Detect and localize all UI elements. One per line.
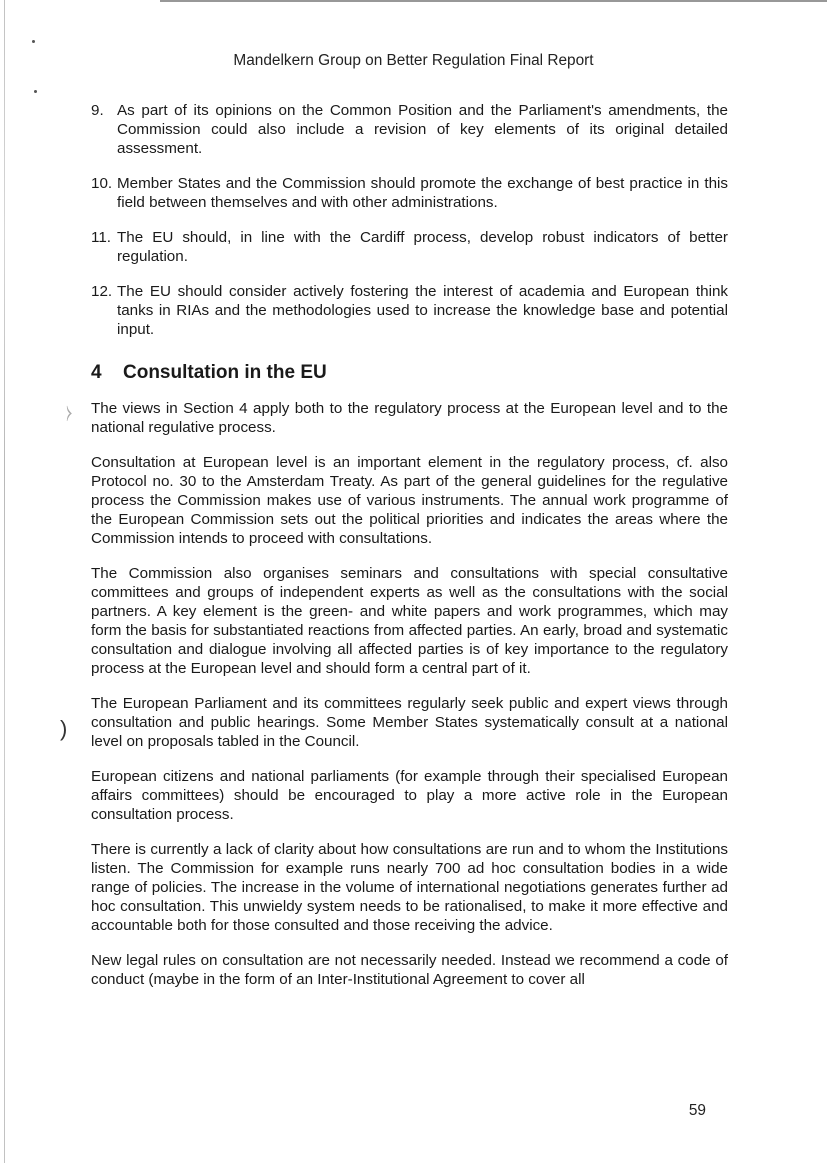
scan-edge-top [160,0,827,2]
scan-speck [32,40,35,43]
list-item-number: 9. [91,102,104,119]
page-body [91,101,728,1005]
scan-edge-left [4,0,5,1163]
list-item-text: The EU should, in line with the Cardiff process, develop robust indicators of better regulation. [117,229,728,265]
paragraph: Consultation at European level is an important element in the regulatory process, cf. also Protocol no. 30 to the Amsterdam Treaty. As part of the general guidelines for the regulative process the Commission makes use of various instruments. The annual work programme of the European Commission sets out the political priorities and indicates the areas where the Commission intends to proceed with consultations. [91,454,728,547]
list-item-text: Member States and the Commission should promote the exchange of best practice in this field between themselves and with other administrations. [117,175,728,211]
paragraph: New legal rules on consultation are not necessarily needed. Instead we recommend a code of conduct (maybe in the form of an Inter-Institutional Agreement to cover all [91,952,728,988]
list-item-text: The EU should consider actively fostering the interest of academia and European think tanks in RIAs and the methodologies used to increase the knowledge base and potential input. [117,283,728,338]
paragraph: European citizens and national parliaments (for example through their specialised European affairs committees) should be encouraged to play a more active role in the European consultation process. [91,768,728,823]
scan-artifact-bracket: ⧽ [66,402,73,422]
section-number: 4 [91,362,102,383]
running-header: Mandelkern Group on Better Regulation Final Report [233,52,594,69]
paragraph: The Commission also organises seminars and consultations with special consultative committees and groups of independent experts as well as the consultations with the social partners. A key element is the green- and white papers and work programmes, which may form the basis for substantiated reactions from affected parties. An early, broad and systematic consultation and dialogue involving all affected parties is of key importance to the regulatory process at the European level and should form a central part of it. [91,565,728,677]
list-item [91,174,728,212]
section-title: Consultation in the EU [123,362,327,383]
scan-artifact-paren: ) [60,716,68,741]
section-heading [91,361,728,385]
paragraph: There is currently a lack of clarity about how consultations are run and to whom the Institutions listen. The Commission for example runs nearly 700 ad hoc consultation bodies in a wide range of policies. The increase in the volume of international negotiations generates further ad hoc consultation. This unwieldy system needs to be rationalised, to make it more effective and accountable both for those consulted and those receiving the advice. [91,841,728,934]
list-item-number: 10. [91,175,113,192]
list-item-text: As part of its opinions on the Common Position and the Parliament's amendments, the Commission could also include a revision of key elements of its original detailed assessment. [117,102,728,157]
scan-speck [34,90,37,93]
list-item [91,228,728,266]
list-item [91,101,728,158]
page-number: 59 [688,1102,706,1119]
paragraph: The views in Section 4 apply both to the regulatory process at the European level and to the national regulative process. [91,400,728,436]
list-item-number: 12. [91,283,113,300]
list-item-number: 11. [91,229,111,246]
paragraph: The European Parliament and its committees regularly seek public and expert views through consultation and public hearings. Some Member States systematically consult at a national level on proposals tabled in the Council. [91,695,728,750]
list-item [91,282,728,339]
